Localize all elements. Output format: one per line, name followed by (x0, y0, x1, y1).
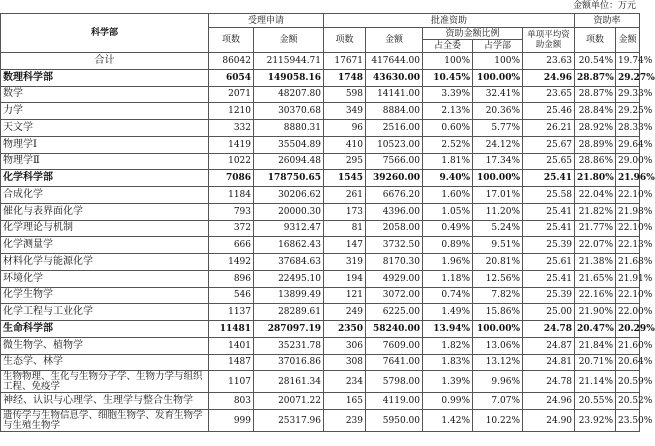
cell-avg: 25.41 (523, 170, 575, 187)
cell-app-n: 11481 (209, 321, 254, 338)
cell-ok-a: 4396.00 (366, 203, 423, 220)
row-name: 生物物理、生化与生物分子学、生物力学与组织工程、免疫学 (1, 371, 209, 393)
table-row (1, 371, 640, 393)
table-row (1, 136, 640, 153)
cell-r2: 19.74% (616, 53, 640, 70)
header-applied: 受理申请 (209, 14, 324, 28)
cell-p-dept: 32.41% (473, 86, 523, 103)
cell-app-n: 896 (209, 270, 254, 287)
cell-p-dept: 7.82% (473, 287, 523, 304)
header-ratio-group: 资助金额比例 (423, 28, 523, 40)
cell-p-dept: 13.12% (473, 354, 523, 371)
cell-p-dept: 10.22% (473, 410, 523, 432)
header-rate-amount: 金额 (616, 28, 640, 53)
cell-ok-a: 5950.00 (366, 410, 423, 432)
cell-app-n: 372 (209, 220, 254, 237)
cell-ok-a: 39260.00 (366, 170, 423, 187)
cell-p-dept: 100.00% (473, 69, 523, 86)
cell-ok-a: 8884.00 (366, 103, 423, 120)
cell-ok-n: 194 (324, 270, 366, 287)
cell-ok-a: 6225.00 (366, 304, 423, 321)
table-row (1, 254, 640, 271)
row-name: 数学 (1, 86, 209, 103)
cell-avg: 25.39 (523, 237, 575, 254)
cell-r2: 22.10% (616, 220, 640, 237)
cell-p-total: 13.94% (423, 321, 473, 338)
cell-avg: 25.46 (523, 103, 575, 120)
cell-p-dept: 9.51% (473, 237, 523, 254)
cell-r1: 21.65% (575, 270, 616, 287)
cell-avg: 25.61 (523, 254, 575, 271)
row-name: 生态学、林学 (1, 354, 209, 371)
cell-ok-n: 295 (324, 153, 366, 170)
funding-table (0, 13, 655, 432)
cell-avg: 25.41 (523, 220, 575, 237)
cell-p-total: 2.52% (423, 136, 473, 153)
cell-p-total: 9.40% (423, 170, 473, 187)
cell-ok-n: 306 (324, 337, 366, 354)
row-name: 遗传学与生物信息学、细胞生物学、发育生物学与生殖生物学 (1, 410, 209, 432)
cell-ok-a: 3732.50 (366, 237, 423, 254)
cell-r1: 20.55% (575, 393, 616, 410)
cell-ok-a: 3072.00 (366, 287, 423, 304)
cell-ok-a: 14141.00 (366, 86, 423, 103)
cell-ok-n: 234 (324, 371, 366, 393)
cell-ok-a: 5798.00 (366, 371, 423, 393)
cell-r1: 28.84% (575, 103, 616, 120)
cell-app-a: 30206.62 (254, 187, 324, 204)
cell-ok-n: 17671 (324, 53, 366, 70)
cell-r1: 20.54% (575, 53, 616, 70)
cell-r1: 20.71% (575, 354, 616, 371)
row-name: 化学理论与机制 (1, 220, 209, 237)
cell-p-total: 0.89% (423, 237, 473, 254)
cell-r1: 20.47% (575, 321, 616, 338)
cell-app-n: 793 (209, 203, 254, 220)
cell-r1: 28.87% (575, 69, 616, 86)
cell-app-a: 26094.48 (254, 153, 324, 170)
cell-r2: 29.27% (616, 69, 640, 86)
table-row (1, 153, 640, 170)
cell-ok-a: 43630.00 (366, 69, 423, 86)
cell-r1: 23.92% (575, 410, 616, 432)
cell-p-dept: 12.56% (473, 270, 523, 287)
cell-app-n: 1487 (209, 354, 254, 371)
cell-avg: 24.96 (523, 393, 575, 410)
cell-r1: 28.87% (575, 86, 616, 103)
cell-app-a: 37016.86 (254, 354, 324, 371)
table-row (1, 337, 640, 354)
cell-app-n: 1022 (209, 153, 254, 170)
cell-r1: 22.07% (575, 237, 616, 254)
cell-p-total: 1.96% (423, 254, 473, 271)
cell-p-dept: 100.00% (473, 321, 523, 338)
cell-r2: 29.25% (616, 103, 640, 120)
cell-p-dept: 9.96% (473, 371, 523, 393)
header-rate-count: 项数 (575, 28, 616, 53)
cell-p-dept: 20.36% (473, 103, 523, 120)
row-name: 化学测量学 (1, 237, 209, 254)
cell-ok-a: 8170.30 (366, 254, 423, 271)
cell-r2: 22.00% (616, 304, 640, 321)
cell-ok-n: 1545 (324, 170, 366, 187)
table-row (1, 103, 640, 120)
cell-ok-a: 417644.00 (366, 53, 423, 70)
table-row (1, 53, 640, 70)
cell-app-n: 1401 (209, 337, 254, 354)
cell-p-dept: 24.12% (473, 136, 523, 153)
cell-p-total: 0.49% (423, 220, 473, 237)
cell-r1: 21.77% (575, 220, 616, 237)
cell-app-n: 86042 (209, 53, 254, 70)
cell-avg: 23.63 (523, 53, 575, 70)
table-body (1, 53, 655, 432)
table-row (1, 354, 640, 371)
cell-app-a: 35231.78 (254, 337, 324, 354)
cell-r1: 22.04% (575, 187, 616, 204)
cell-avg: 25.41 (523, 203, 575, 220)
row-name: 微生物学、植物学 (1, 337, 209, 354)
cell-p-total: 10.45% (423, 69, 473, 86)
cell-p-dept: 5.24% (473, 220, 523, 237)
cell-r2: 20.59% (616, 371, 640, 393)
cell-app-a: 178750.65 (254, 170, 324, 187)
cell-r1: 21.90% (575, 304, 616, 321)
cell-app-n: 7086 (209, 170, 254, 187)
table-row (1, 86, 640, 103)
cell-ok-n: 308 (324, 354, 366, 371)
header-approved: 批准资助 (324, 14, 575, 28)
cell-ok-n: 261 (324, 187, 366, 204)
cell-app-n: 1184 (209, 187, 254, 204)
row-name: 生命科学部 (1, 321, 209, 338)
cell-app-a: 13899.49 (254, 287, 324, 304)
cell-r2: 20.52% (616, 393, 640, 410)
cell-p-dept: 100% (473, 53, 523, 70)
cell-p-dept: 20.81% (473, 254, 523, 271)
header-rate: 资助率 (575, 14, 640, 28)
cell-p-total: 1.60% (423, 187, 473, 204)
cell-r2: 29.33% (616, 86, 640, 103)
cell-ok-n: 173 (324, 203, 366, 220)
table-row (1, 321, 640, 338)
cell-app-a: 8880.31 (254, 120, 324, 137)
cell-app-n: 1137 (209, 304, 254, 321)
cell-r1: 21.84% (575, 337, 616, 354)
cell-ok-n: 598 (324, 86, 366, 103)
cell-r2: 28.33% (616, 120, 640, 137)
cell-r2: 29.00% (616, 153, 640, 170)
cell-r2: 20.64% (616, 354, 640, 371)
cell-app-n: 2071 (209, 86, 254, 103)
table-row (1, 187, 640, 204)
cell-r2: 21.98% (616, 203, 640, 220)
cell-app-a: 28161.34 (254, 371, 324, 393)
row-name: 材料化学与能源化学 (1, 254, 209, 271)
row-name: 催化与表界面化学 (1, 203, 209, 220)
cell-r1: 28.89% (575, 136, 616, 153)
header-ok-count: 项数 (324, 28, 366, 53)
cell-app-a: 9312.47 (254, 220, 324, 237)
table-row (1, 170, 640, 187)
cell-avg: 24.87 (523, 337, 575, 354)
cell-app-n: 6054 (209, 69, 254, 86)
cell-p-dept: 100.00% (473, 170, 523, 187)
cell-ok-a: 10523.00 (366, 136, 423, 153)
row-name: 物理学Ⅱ (1, 153, 209, 170)
cell-ok-n: 81 (324, 220, 366, 237)
cell-p-total: 1.05% (423, 203, 473, 220)
cell-r1: 21.38% (575, 254, 616, 271)
cell-ok-n: 121 (324, 287, 366, 304)
cell-app-a: 30370.68 (254, 103, 324, 120)
cell-ok-a: 2516.00 (366, 120, 423, 137)
cell-app-n: 1210 (209, 103, 254, 120)
cell-p-total: 1.81% (423, 153, 473, 170)
cell-avg: 25.41 (523, 270, 575, 287)
row-name: 环境化学 (1, 270, 209, 287)
cell-p-total: 1.39% (423, 371, 473, 393)
table-row (1, 270, 640, 287)
cell-ok-a: 6676.20 (366, 187, 423, 204)
cell-p-total: 2.13% (423, 103, 473, 120)
cell-r2: 22.13% (616, 237, 640, 254)
cell-app-a: 287097.19 (254, 321, 324, 338)
cell-app-a: 48207.80 (254, 86, 324, 103)
cell-p-total: 100% (423, 53, 473, 70)
cell-r1: 21.14% (575, 371, 616, 393)
cell-app-a: 37684.63 (254, 254, 324, 271)
cell-p-total: 0.60% (423, 120, 473, 137)
cell-r2: 29.64% (616, 136, 640, 153)
cell-r1: 22.16% (575, 287, 616, 304)
row-name: 合成化学 (1, 187, 209, 204)
cell-avg: 24.78 (523, 371, 575, 393)
cell-avg: 25.58 (523, 187, 575, 204)
cell-ok-n: 165 (324, 393, 366, 410)
cell-app-a: 149058.16 (254, 69, 324, 86)
table-row (1, 203, 640, 220)
cell-avg: 23.65 (523, 86, 575, 103)
cell-ok-a: 2058.00 (366, 220, 423, 237)
table-header (1, 14, 640, 53)
cell-p-total: 1.49% (423, 304, 473, 321)
cell-ok-n: 349 (324, 103, 366, 120)
table-row (1, 393, 640, 410)
cell-app-n: 803 (209, 393, 254, 410)
cell-avg: 24.78 (523, 321, 575, 338)
cell-app-n: 999 (209, 410, 254, 432)
table-row (1, 120, 640, 137)
cell-app-a: 20000.30 (254, 203, 324, 220)
cell-p-total: 1.42% (423, 410, 473, 432)
cell-ok-n: 319 (324, 254, 366, 271)
cell-app-a: 2115944.71 (254, 53, 324, 70)
row-name: 化学生物学 (1, 287, 209, 304)
unit-note: 金额单位：万元 (572, 1, 636, 11)
cell-r1: 21.80% (575, 170, 616, 187)
header-app-amount: 金额 (254, 28, 324, 53)
cell-ok-a: 7609.00 (366, 337, 423, 354)
cell-avg: 26.21 (523, 120, 575, 137)
cell-ok-n: 1748 (324, 69, 366, 86)
cell-ok-n: 147 (324, 237, 366, 254)
cell-app-a: 25317.96 (254, 410, 324, 432)
cell-p-dept: 13.06% (473, 337, 523, 354)
cell-ok-n: 96 (324, 120, 366, 137)
cell-r1: 21.82% (575, 203, 616, 220)
cell-r2: 21.91% (616, 270, 640, 287)
cell-p-dept: 15.86% (473, 304, 523, 321)
table-row (1, 304, 640, 321)
cell-ok-a: 7641.00 (366, 354, 423, 371)
row-name: 化学科学部 (1, 170, 209, 187)
cell-app-n: 666 (209, 237, 254, 254)
cell-app-a: 20071.22 (254, 393, 324, 410)
table-row (1, 287, 640, 304)
header-of-total: 占全委 (423, 40, 473, 53)
cell-p-dept: 11.20% (473, 203, 523, 220)
cell-p-dept: 5.77% (473, 120, 523, 137)
cell-ok-a: 4119.00 (366, 393, 423, 410)
cell-r2: 21.68% (616, 254, 640, 271)
cell-ok-a: 7566.00 (366, 153, 423, 170)
cell-avg: 25.65 (523, 153, 575, 170)
cell-avg: 25.00 (523, 304, 575, 321)
cell-avg: 24.81 (523, 354, 575, 371)
cell-ok-a: 58240.00 (366, 321, 423, 338)
cell-r1: 28.86% (575, 153, 616, 170)
row-name: 化学工程与工业化学 (1, 304, 209, 321)
cell-avg: 25.67 (523, 136, 575, 153)
cell-p-dept: 7.07% (473, 393, 523, 410)
cell-p-total: 1.83% (423, 354, 473, 371)
cell-r2: 20.29% (616, 321, 640, 338)
cell-r2: 22.10% (616, 287, 640, 304)
cell-app-n: 546 (209, 287, 254, 304)
cell-app-a: 16862.43 (254, 237, 324, 254)
cell-app-n: 1419 (209, 136, 254, 153)
cell-ok-n: 410 (324, 136, 366, 153)
row-name: 神经、认识与心理学、生理学与整合生物学 (1, 393, 209, 410)
table-row (1, 220, 640, 237)
row-name: 力学 (1, 103, 209, 120)
cell-r2: 21.60% (616, 337, 640, 354)
cell-ok-n: 2350 (324, 321, 366, 338)
row-name: 数理科学部 (1, 69, 209, 86)
cell-r2: 21.96% (616, 170, 640, 187)
cell-p-total: 3.39% (423, 86, 473, 103)
cell-avg: 24.90 (523, 410, 575, 432)
cell-p-total: 0.99% (423, 393, 473, 410)
cell-p-dept: 17.34% (473, 153, 523, 170)
header-ok-amount: 金额 (366, 28, 423, 53)
header-app-count: 项数 (209, 28, 254, 53)
cell-app-n: 1492 (209, 254, 254, 271)
cell-app-a: 22495.10 (254, 270, 324, 287)
cell-p-total: 1.18% (423, 270, 473, 287)
row-name: 天文学 (1, 120, 209, 137)
row-name: 合计 (1, 53, 209, 70)
cell-ok-a: 4929.00 (366, 270, 423, 287)
cell-app-a: 28289.61 (254, 304, 324, 321)
row-name: 物理学Ⅰ (1, 136, 209, 153)
cell-p-total: 1.82% (423, 337, 473, 354)
cell-r2: 23.50% (616, 410, 640, 432)
cell-app-n: 1107 (209, 371, 254, 393)
cell-ok-n: 249 (324, 304, 366, 321)
cell-r1: 28.92% (575, 120, 616, 137)
table-row (1, 69, 640, 86)
cell-app-a: 35504.89 (254, 136, 324, 153)
cell-r2: 22.10% (616, 187, 640, 204)
table-row (1, 410, 640, 432)
table-row (1, 237, 640, 254)
cell-app-n: 332 (209, 120, 254, 137)
cell-p-total: 0.74% (423, 287, 473, 304)
cell-ok-n: 239 (324, 410, 366, 432)
header-of-dept: 占学部 (473, 40, 523, 53)
header-avg: 单项平均资助金额 (523, 28, 575, 53)
cell-p-dept: 17.01% (473, 187, 523, 204)
cell-avg: 25.39 (523, 287, 575, 304)
cell-avg: 24.96 (523, 69, 575, 86)
header-department: 科学部 (1, 14, 209, 53)
